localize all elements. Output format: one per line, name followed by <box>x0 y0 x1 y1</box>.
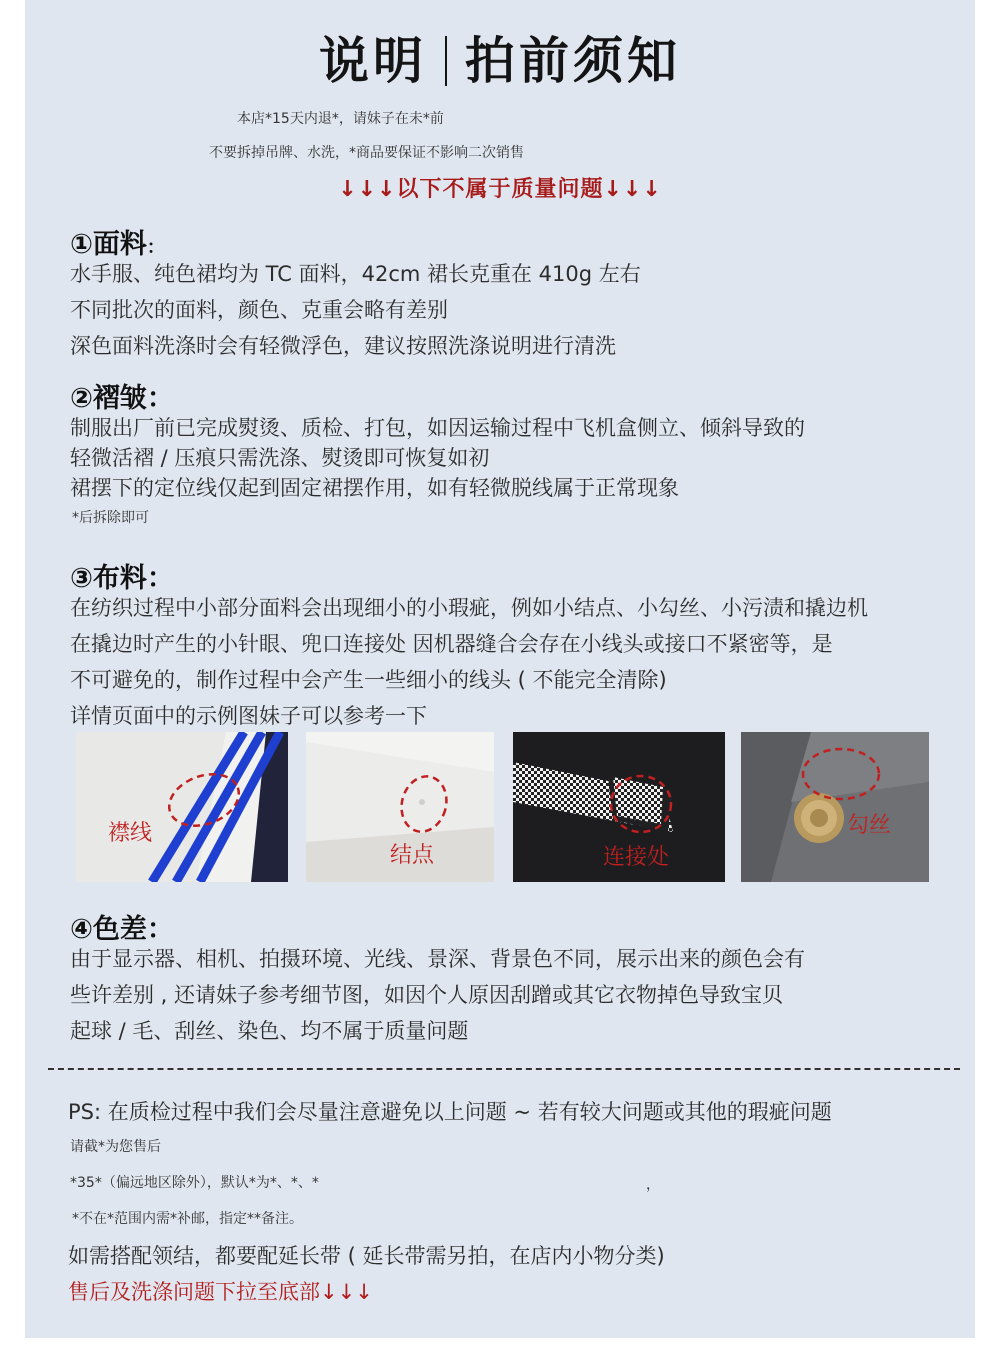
title-divider <box>445 36 447 86</box>
section-fabric-line-3: 深色面料洗涤时会有轻微浮色，建议按照洗涤说明进行清洗 <box>70 334 616 358</box>
section-fabric-colon: ： <box>146 237 165 258</box>
fabric-knot-photo <box>306 732 494 882</box>
section-wrinkle-note: *后拆除即可 <box>72 510 149 526</box>
page-title <box>0 30 1000 94</box>
ps-small-3: *不在*范围内需*补邮，指定**备注。 <box>72 1211 303 1227</box>
section-fabric-line-2: 不同批次的面料，颜色、克重会略有差别 <box>70 298 448 322</box>
section-cloth-line-3: 不可避免的，制作过程中会产生一些细小的线头 ( 不能完全清除) <box>70 668 667 692</box>
pocket-seam-photo <box>513 732 725 882</box>
section-cloth-line-2: 在撬边时产生的小针眼、兜口连接处 因机器缝合会存在小线头或接口不紧密等，是 <box>70 632 833 656</box>
tie-note: 如需搭配领结，都要配延长带 ( 延长带需另拍，在店内小物分类) <box>68 1244 665 1268</box>
title-right: 拍前须知 <box>465 32 681 90</box>
divider <box>48 1068 960 1070</box>
section-color-line-1: 由于显示器、相机、拍摄环境、光线、景深、背景色不同，展示出来的颜色会有 <box>70 947 805 971</box>
notice-line-1: 本店*15天内退*，请妹子在未*前 <box>237 111 444 127</box>
section-wrinkle-heading: ②褶皱： <box>70 383 174 414</box>
section-color-line-2: 些许差别 , 还请妹子参考细节图，如因个人原因刮蹭或其它衣物掉色导致宝贝 <box>70 983 784 1007</box>
section-wrinkle-line-2: 轻微活褶 / 压痕只需洗涤、熨烫即可恢复如初 <box>70 446 490 470</box>
collar-stripes-photo <box>76 732 288 882</box>
quality-note: ↓↓↓以下不属于质量问题↓↓↓ <box>338 177 662 202</box>
section-color-line-3: 起球 / 毛、刮丝、染色、均不属于质量问题 <box>70 1019 469 1043</box>
section-wrinkle-line-3: 裙摆下的定位线仅起到固定裙摆作用，如有轻微脱线属于正常现象 <box>70 476 679 500</box>
button-snag-photo <box>741 732 929 882</box>
section-fabric-title: ①面料 <box>70 229 147 260</box>
section-cloth-heading: ③布料： <box>70 563 174 594</box>
ps-small-1: 请截*为您售后 <box>70 1139 161 1155</box>
section-fabric-line-1: 水手服、纯色裙均为 TC 面料，42cm 裙长克重在 410g 左右 <box>70 262 641 286</box>
section-wrinkle-line-1: 制服出厂前已完成熨烫、质检、打包，如因运输过程中飞机盒侧立、倾斜导致的 <box>70 416 805 440</box>
ps-note: PS: 在质检过程中我们会尽量注意避免以上问题 ~ 若有较大问题或其他的瑕疵问题 <box>68 1100 832 1124</box>
section-fabric-heading <box>70 222 165 261</box>
photo-label-knot: 结点 <box>390 843 435 868</box>
photo-label-collar: 襟线 <box>108 821 153 846</box>
section-cloth-line-4: 详情页面中的示例图妹子可以参考一下 <box>70 704 427 728</box>
after-sales-note: 售后及洗涤问题下拉至底部↓↓↓ <box>68 1280 373 1304</box>
section-color-colon: ： <box>146 914 174 945</box>
title-left: 说明 <box>319 32 427 90</box>
ps-comma: ， <box>646 1177 660 1193</box>
notice-line-2: 不要拆掉吊牌、水洗，*商品要保证不影响二次销售 <box>209 145 524 161</box>
section-color-heading <box>70 907 174 946</box>
section-color-title: ④色差 <box>70 914 147 945</box>
photo-label-snag: 勾丝 <box>847 813 892 838</box>
photo-label-seam: 连接处 <box>603 845 670 870</box>
section-cloth-line-1: 在纺织过程中小部分面料会出现细小的小瑕疵，例如小结点、小勾丝、小污渍和撬边机 <box>70 596 868 620</box>
ps-small-2: *35*（偏远地区除外），默认*为*、*、* <box>70 1175 319 1191</box>
